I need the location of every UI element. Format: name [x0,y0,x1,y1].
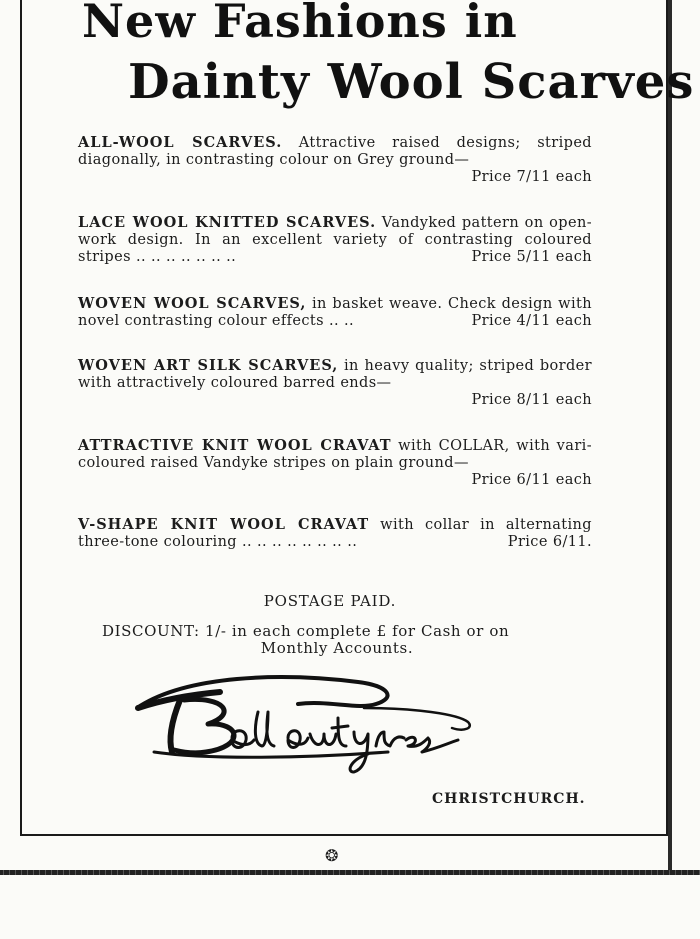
item-knit-wool-cravat-collar [78,437,592,489]
item-title: ATTRACTIVE KNIT WOOL CRAVAT [78,437,392,454]
item-title: V-SHAPE KNIT WOOL CRAVAT [78,516,370,533]
item-description: with COLLAR, with vari-coloured raised Vandyke stripes on plain ground— [78,438,592,471]
item-title: LACE WOOL KNITTED SCARVES. [78,214,377,231]
item-price: Price 5/11 each [471,249,592,265]
item-description: with collar in alternating three-tone colouring .. .. .. .. .. .. .. .. [78,517,592,550]
item-woven-art-silk-scarves [78,357,592,409]
headline-line-1: New Fashions in [82,0,518,48]
discount-line-2: Monthly Accounts. [260,639,414,657]
item-title: ALL-WOOL SCARVES. [78,134,283,151]
column-rule-bottom [0,870,700,875]
item-v-shape-knit-wool-cravat [78,516,592,551]
item-price: Price 8/11 each [471,392,592,408]
item-description: in basket weave. Check design with novel contrasting colour effects .. .. [78,296,592,329]
ballantynes-signature-logo [128,668,488,778]
item-title: WOVEN ART SILK SCARVES, [78,357,339,374]
location-christchurch: CHRISTCHURCH. [432,791,586,807]
ornament-mark: ❂ [325,846,339,865]
item-price: Price 4/11 each [471,313,592,329]
column-rule-right [668,0,672,875]
headline-line-2: Dainty Wool Scarves [128,54,695,110]
item-price: Price 6/11 each [471,472,592,488]
item-all-wool-scarves [78,134,592,186]
item-title: WOVEN WOOL SCARVES, [78,295,307,312]
item-description: in heavy quality; striped border with attractively coloured barred ends— [78,358,592,391]
item-description: Vandyked pattern on open-work design. In an excellent variety of contrasting coloured stripes .. .. .. .. .. .. .. [78,215,592,265]
item-price: Price 6/11. [507,534,592,550]
postage-paid: POSTAGE PAID. [263,592,397,610]
item-lace-wool-scarves [78,214,592,266]
item-price: Price 7/11 each [471,169,592,185]
discount-line-1: DISCOUNT: 1/- in each complete £ for Cash or on [102,622,510,640]
item-woven-wool-scarves [78,295,592,330]
item-description: Attractive raised designs; striped diagonally, in contrasting colour on Grey ground— [78,135,592,168]
discount-note [102,623,572,657]
